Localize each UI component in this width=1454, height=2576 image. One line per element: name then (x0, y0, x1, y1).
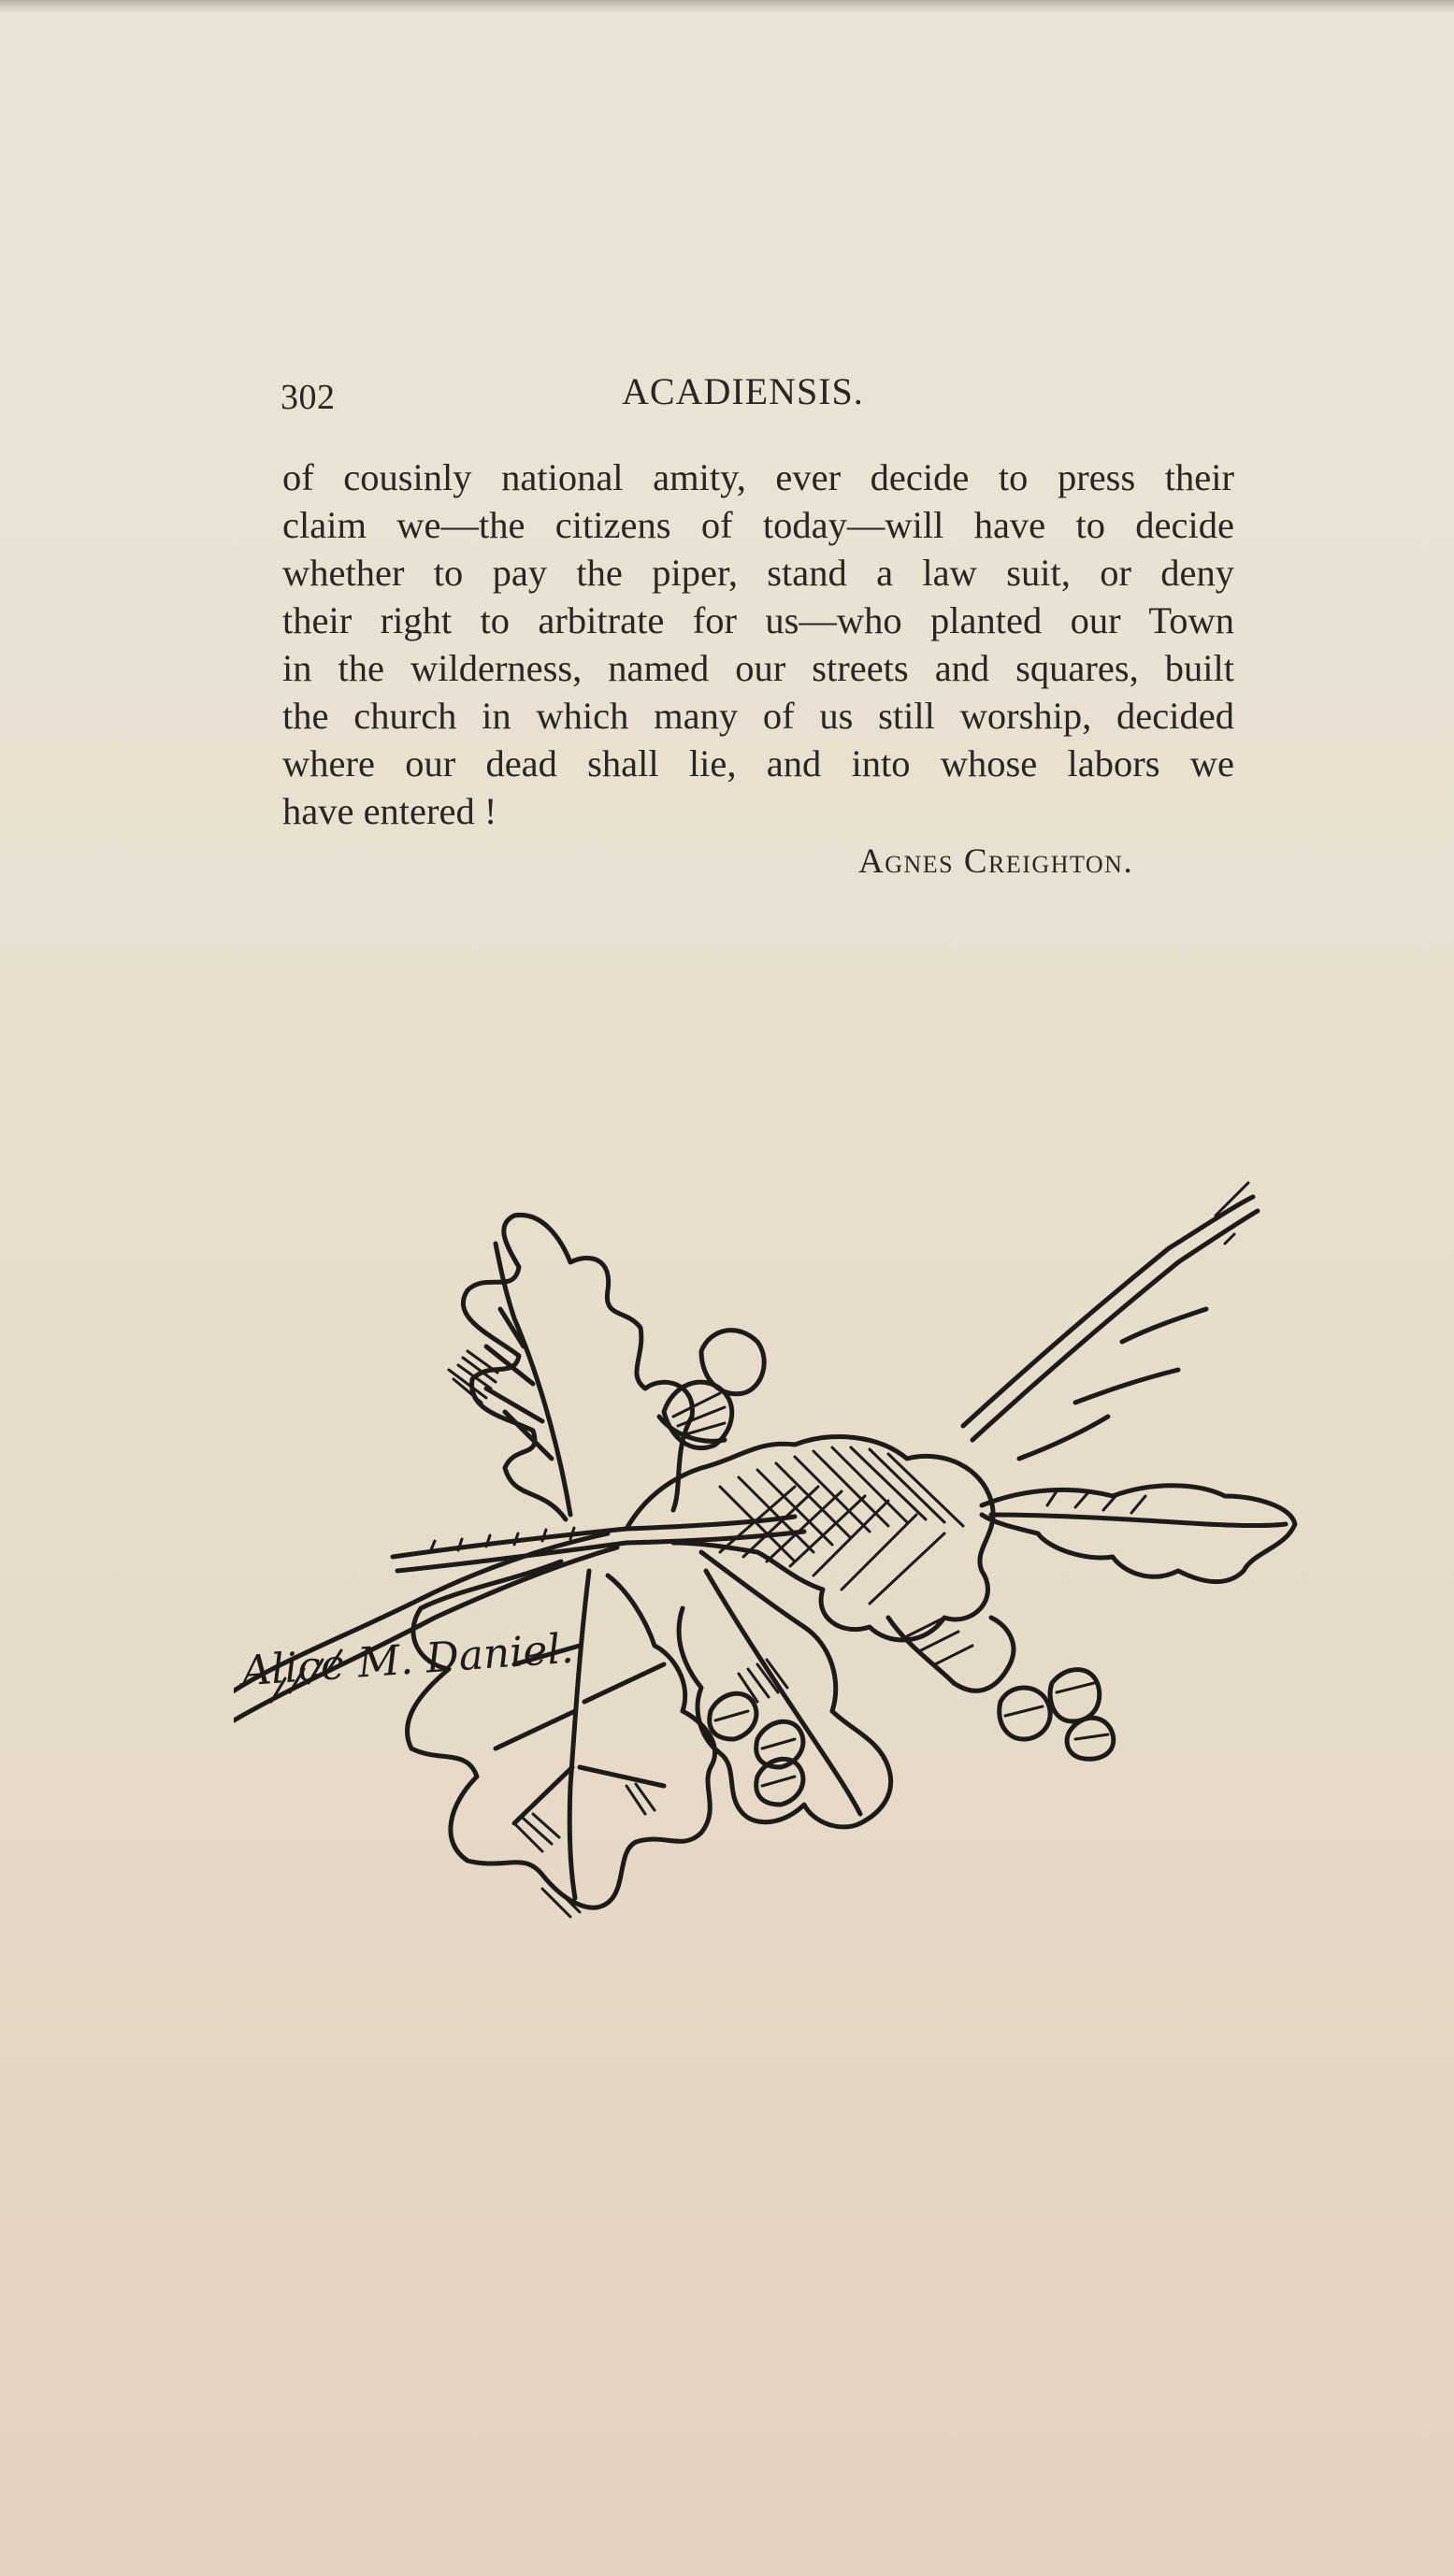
author-signature: Agnes Creighton. (858, 842, 1134, 881)
text-line: claim we—the citizens of today—will have to decide (282, 504, 1234, 546)
text-line: of cousinly national amity, ever decide to press their (282, 456, 1234, 498)
page-number: 302 (281, 378, 336, 417)
body-text (282, 453, 1234, 835)
oak-leaf-lower-center (679, 1552, 891, 1827)
text-line: have entered ! (282, 790, 497, 832)
oak-leaves-drawing (234, 1178, 1328, 1945)
text-line: in the wilderness, named our streets and squares, built (282, 647, 1234, 689)
text-line: whether to pay the piper, stand a law suit, or deny (282, 552, 1234, 594)
oak-leaf-lower-left (408, 1561, 715, 1907)
running-title: ACADIENSIS. (622, 370, 864, 412)
page-top-edge (0, 0, 1454, 13)
oak-leaf-right (982, 1486, 1295, 1582)
running-head (281, 369, 1234, 422)
text-line: where our dead shall lie, and into whose labors we (282, 742, 1234, 784)
text-line: their right to arbitrate for us—who planted our Town (282, 599, 1234, 641)
text-line: the church in which many of us still worship, decided (282, 695, 1234, 737)
acorn-lower-right (1000, 1688, 1050, 1739)
artist-signature: Alice M. Daniel. (239, 1624, 575, 1696)
oak-leaves-illustration (234, 1178, 1328, 1945)
